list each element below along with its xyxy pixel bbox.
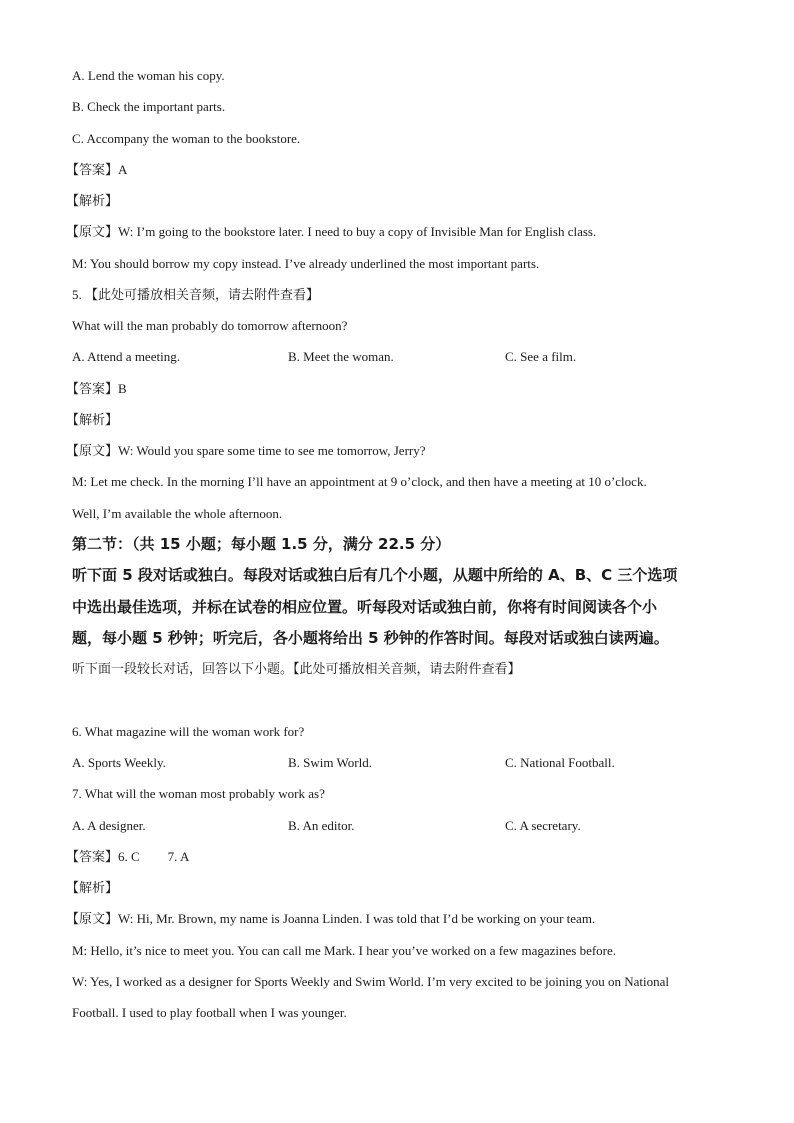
q6-option-a: A. Sports Weekly. (72, 755, 166, 770)
q7-question: 7. What will the woman most probably work as? (72, 786, 325, 801)
q5-question: What will the man probably do tomorrow afternoon? (72, 318, 348, 333)
q5-answer: 【答案】B (66, 381, 127, 396)
q4-answer: 【答案】A (66, 162, 128, 177)
q6-7-answer-first: 【答案】6. C (66, 849, 140, 864)
q6-7-transcript-line-1: 【原文】W: Hi, Mr. Brown, my name is Joanna Linden. I was told that I’d be working on your team. (66, 911, 596, 926)
q4-option-b: B. Check the important parts. (72, 99, 226, 114)
q4-option-c: C. Accompany the woman to the bookstore. (72, 131, 301, 146)
q7-option-b: B. An editor. (288, 818, 355, 833)
q6-question: 6. What magazine will the woman work for? (72, 724, 305, 739)
q6-7-analysis-label: 【解析】 (66, 880, 119, 895)
part2-instruction-line-2: 中选出最佳选项，并标在试卷的相应位置。听每段对话或独白前，你将有时间阅读各个小 (72, 598, 658, 616)
q5-analysis-label: 【解析】 (66, 412, 119, 427)
q5-option-c: C. See a film. (505, 349, 577, 364)
q7-option-a: A. A designer. (72, 818, 146, 833)
q6-option-c: C. National Football. (505, 755, 615, 770)
q4-transcript-line-1: 【原文】W: I’m going to the bookstore later. I need to buy a copy of Invisible Man for English class. (66, 224, 597, 239)
q7-option-c: C. A secretary. (505, 818, 581, 833)
q5-option-a: A. Attend a meeting. (72, 349, 180, 364)
q5-transcript-line-3: Well, I’m available the whole afternoon. (72, 506, 283, 521)
q5-heading: 5. 【此处可播放相关音频，请去附件查看】 (72, 287, 320, 302)
q6-7-answer (66, 849, 189, 865)
q6-7-transcript-line-3: W: Yes, I worked as a designer for Sports Weekly and Swim World. I’m very excited to be joining you on National (72, 974, 670, 989)
q6-option-b: B. Swim World. (288, 755, 372, 770)
part2-listen-note: 听下面一段较长对话，回答以下小题。【此处可播放相关音频，请去附件查看】 (72, 662, 521, 677)
q4-analysis-label: 【解析】 (66, 193, 119, 208)
part2-heading: 第二节：（共 15 小题；每小题 1.5 分，满分 22.5 分） (72, 535, 451, 553)
q5-transcript-line-2: M: Let me check. In the morning I’ll have an appointment at 9 o’clock, and then have a meeting at 10 o’clock. (72, 474, 647, 489)
part2-instruction-line-3: 题，每小题 5 秒钟；听完后，各小题将给出 5 秒钟的作答时间。每段对话或独白读两遍。 (72, 629, 669, 647)
q5-option-b: B. Meet the woman. (288, 349, 394, 364)
q5-transcript-line-1: 【原文】W: Would you spare some time to see me tomorrow, Jerry? (66, 443, 426, 458)
q6-7-answer-second: 7. A (167, 849, 190, 864)
q4-option-a: A. Lend the woman his copy. (72, 68, 225, 83)
q4-transcript-line-2: M: You should borrow my copy instead. I’ve already underlined the most important parts. (72, 256, 540, 271)
part2-instruction-line-1: 听下面 5 段对话或独白。每段对话或独白后有几个小题，从题中所给的 A、B、C 三个选项 (72, 566, 678, 584)
q6-7-transcript-line-2: M: Hello, it’s nice to meet you. You can call me Mark. I hear you’ve worked on a few magazines before. (72, 943, 617, 958)
q6-7-transcript-line-4: Football. I used to play football when I was younger. (72, 1005, 347, 1020)
